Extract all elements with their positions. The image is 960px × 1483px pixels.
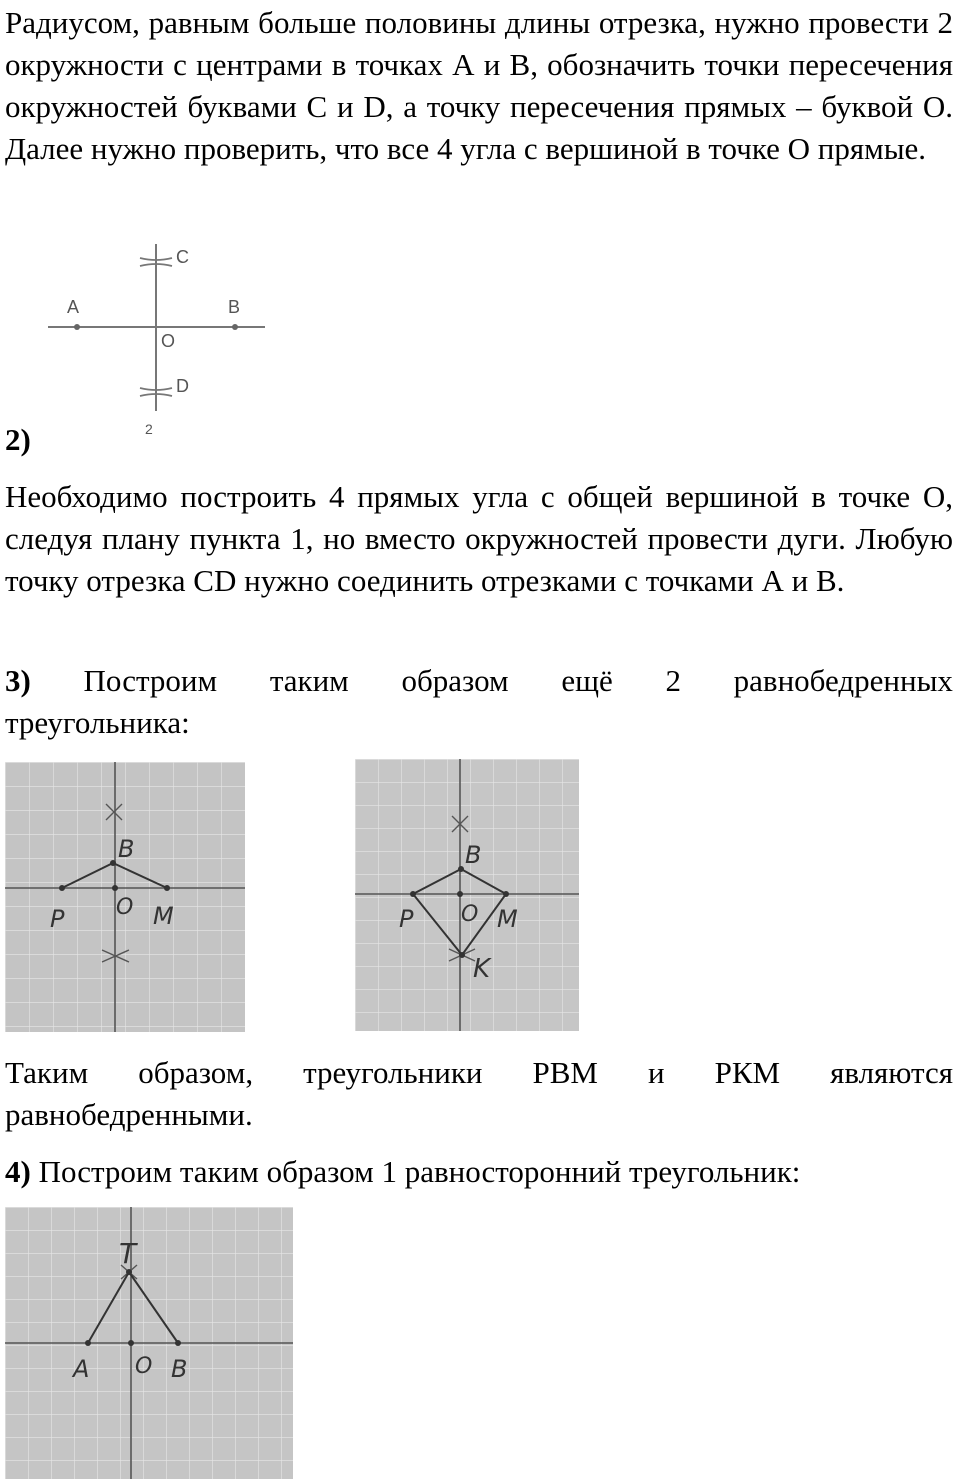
- label-m: M: [153, 902, 174, 930]
- label-b: B: [171, 1355, 188, 1383]
- word: ещё: [561, 663, 613, 698]
- paragraph-2: Необходимо построить 4 прямых угла с общей вершиной в точке О, следуя плану пункта 1, но вместо окружностей провести дуги. Любую точку отрезка CD нужно соединить отрезками с точками А и В.: [5, 479, 953, 598]
- photo-equilateral-triangle: [5, 1207, 293, 1479]
- word: равнобедренных: [733, 663, 953, 698]
- figure-caption: 2: [145, 421, 153, 437]
- label-o: O: [461, 902, 479, 927]
- label-b: B: [228, 297, 241, 317]
- word: образом: [401, 663, 509, 698]
- section-4-line: [5, 1151, 800, 1193]
- label-o: O: [135, 1354, 153, 1379]
- label-m: M: [497, 905, 518, 933]
- figure-perpendicular-construction: [40, 236, 280, 441]
- photo-triangles-pbm-pkm: [355, 759, 579, 1031]
- label-b: B: [118, 835, 135, 863]
- section-3-line-1: [5, 660, 953, 702]
- section-4-number: 4): [5, 1154, 31, 1189]
- section-3-line-2: треугольника:: [5, 705, 190, 740]
- paragraph-1: Радиусом, равным больше половины длины отрезка, нужно провести 2 окружности с центрами в точках А и В, обозначить точки пересечения окружностей буквами C и D, а точку пересечения прямых – буквой О. Далее нужно проверить, что все 4 угла с вершиной в точке О прямые.: [5, 5, 953, 166]
- word: 2: [665, 663, 681, 698]
- photo-triangle-pbm: [5, 762, 245, 1032]
- label-o: O: [161, 331, 176, 351]
- label-a: A: [73, 1355, 90, 1383]
- label-o: O: [116, 895, 134, 920]
- paragraph-3: Таким образом, треугольники РВМ и РКМ являются равнобедренными.: [5, 1055, 953, 1132]
- label-b: B: [465, 841, 482, 869]
- label-t: T: [119, 1237, 137, 1270]
- label-c: C: [176, 247, 189, 267]
- label-a: A: [67, 297, 80, 317]
- section-3-number: 3): [5, 663, 31, 698]
- label-k: K: [473, 954, 491, 984]
- point-a: [74, 324, 80, 330]
- section-4-text: Построим таким образом 1 равносторонний треугольник:: [30, 1154, 801, 1189]
- label-p: P: [399, 905, 414, 933]
- word: таким: [269, 663, 349, 698]
- point-b: [232, 324, 238, 330]
- section-2-number: 2): [5, 422, 31, 457]
- word: Построим: [83, 663, 218, 698]
- label-p: P: [50, 905, 65, 933]
- label-d: D: [176, 376, 189, 396]
